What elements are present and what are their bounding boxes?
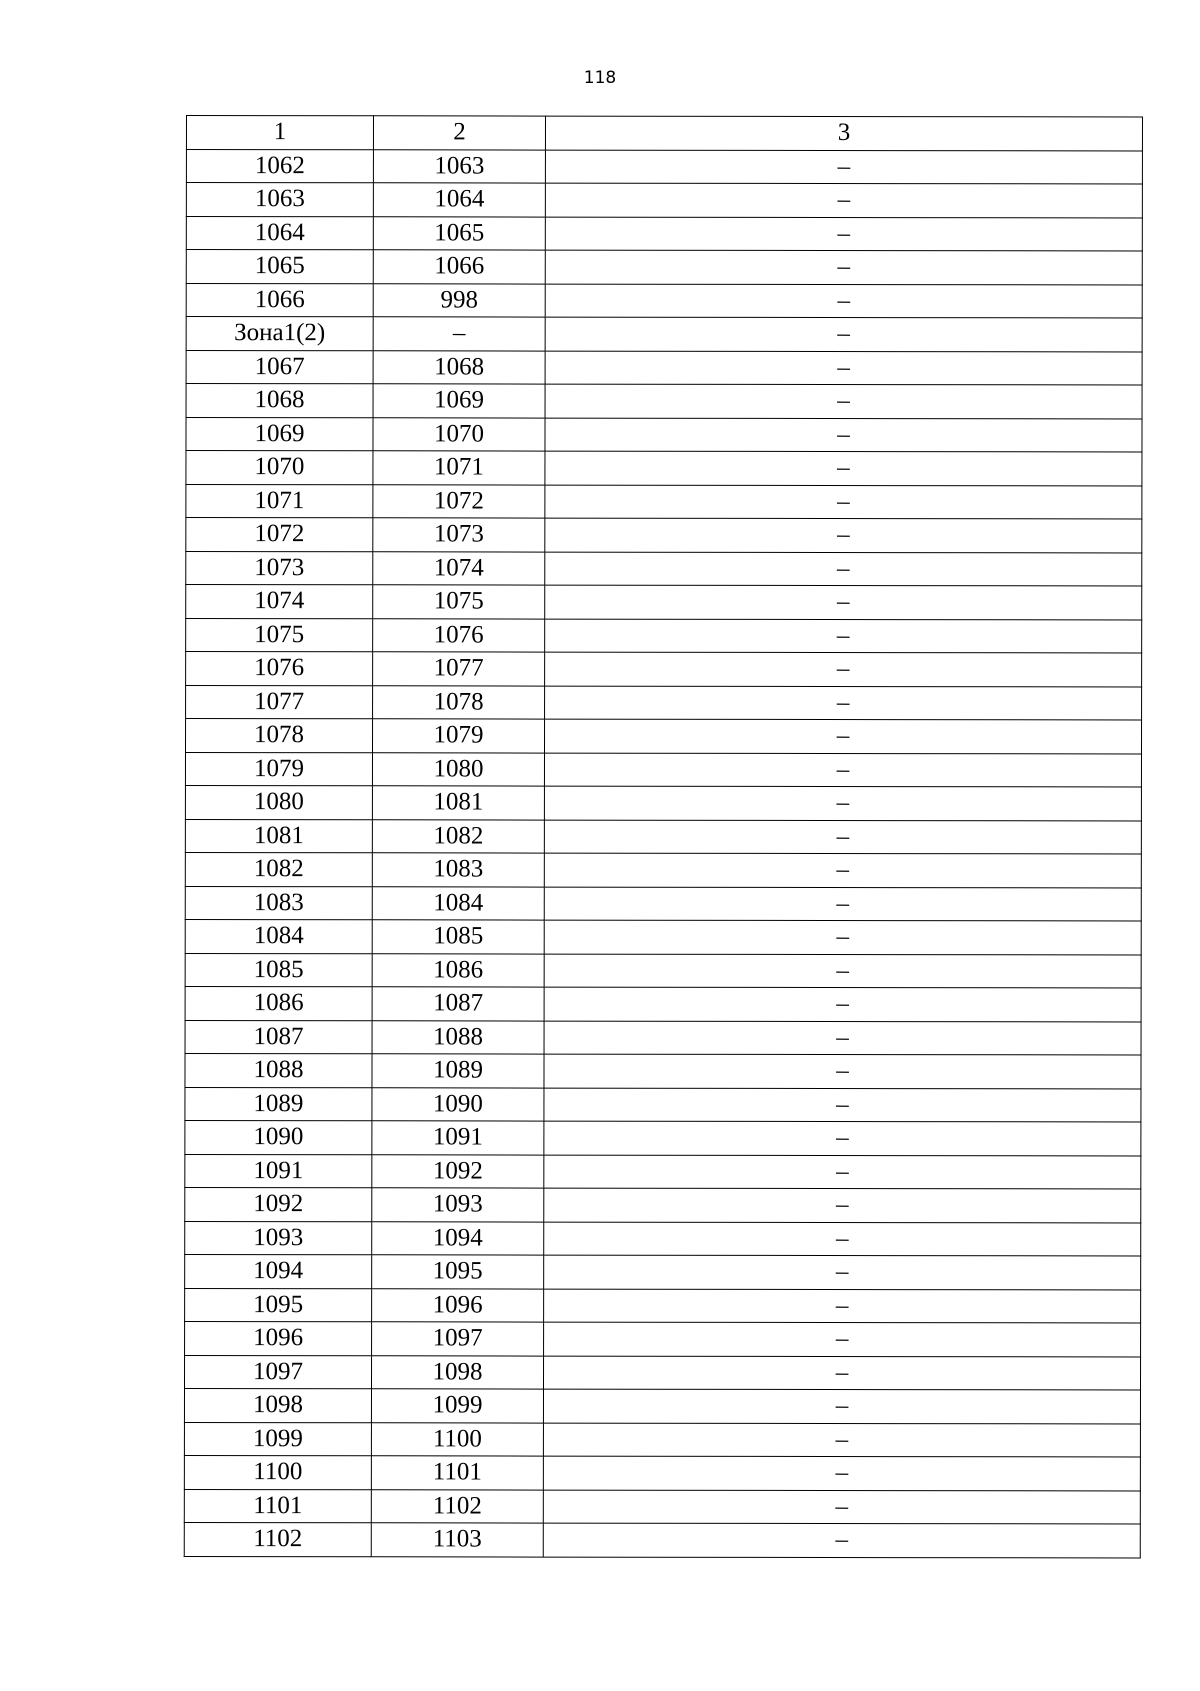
table-row <box>186 451 1142 486</box>
table-cell-col3: – <box>543 1423 1140 1457</box>
table-row <box>185 1254 1141 1289</box>
table-cell-col1: 1081 <box>185 819 372 853</box>
table-cell-col2: 1084 <box>372 886 544 920</box>
table-cell-col3: – <box>545 317 1142 351</box>
table-cell-col2: 1081 <box>372 786 544 820</box>
table-cell-col1: 1079 <box>185 752 372 786</box>
table-row <box>186 685 1142 720</box>
table-cell-col2: 1080 <box>372 752 544 786</box>
header-row <box>186 116 1142 151</box>
table-cell-col2: 1072 <box>373 484 545 518</box>
table-cell-col3: – <box>544 786 1141 820</box>
table-cell-col3: – <box>544 753 1141 787</box>
table-cell-col1: 1062 <box>186 149 373 183</box>
table-row <box>186 283 1142 318</box>
table-cell-col1: 1077 <box>186 685 373 719</box>
table-cell-col2: 1088 <box>372 1020 544 1054</box>
table-cell-col1: 1075 <box>186 618 373 652</box>
table-cell-col3: – <box>543 1523 1140 1557</box>
table-row <box>186 250 1142 285</box>
table-cell-col2: 1070 <box>373 417 545 451</box>
table-cell-col3: – <box>545 652 1142 686</box>
table-cell-col2: 1065 <box>373 216 545 250</box>
table-cell-col2: 998 <box>373 283 545 317</box>
table-cell-col2: 1096 <box>372 1288 544 1322</box>
table-cell-col3: – <box>544 987 1141 1021</box>
table-cell-col3: – <box>544 820 1141 854</box>
table-cell-col1: 1071 <box>186 484 373 518</box>
table-cell-col2: 1071 <box>373 451 545 485</box>
table-cell-col1: 1087 <box>185 1020 372 1054</box>
table-cell-col3: – <box>544 1188 1141 1222</box>
table-cell-col2: 1095 <box>372 1255 544 1289</box>
table-row <box>185 1221 1141 1256</box>
table-cell-col2: 1089 <box>372 1054 544 1088</box>
table-cell-col1: 1095 <box>185 1288 372 1322</box>
table-row <box>186 384 1142 419</box>
table-row <box>185 1321 1141 1356</box>
table-cell-col3: – <box>545 250 1142 284</box>
table-row <box>185 852 1141 887</box>
table-row <box>186 216 1142 251</box>
table-cell-col1: 1097 <box>184 1355 371 1389</box>
table-cell-col2: 1090 <box>372 1087 544 1121</box>
table-row <box>186 417 1142 452</box>
column-header: 3 <box>545 116 1142 150</box>
table-row <box>185 953 1141 988</box>
table-cell-col2: 1078 <box>373 685 545 719</box>
table-header <box>186 116 1142 151</box>
table-cell-col2: 1102 <box>371 1489 543 1523</box>
table-cell-col1: 1074 <box>186 585 373 619</box>
table-cell-col2: 1064 <box>373 183 545 217</box>
table-cell-col3: – <box>544 1322 1141 1356</box>
table-cell-col2: 1101 <box>371 1456 543 1490</box>
column-header: 1 <box>186 116 373 150</box>
table-cell-col1: 1096 <box>185 1321 372 1355</box>
table-cell-col2: 1086 <box>372 953 544 987</box>
table-cell-col1: 1063 <box>186 183 373 217</box>
table-row <box>186 518 1142 553</box>
table-cell-col3: – <box>544 719 1141 753</box>
table-row <box>185 919 1141 954</box>
table-cell-col2: 1087 <box>372 987 544 1021</box>
table-cell-col1: 1070 <box>186 451 373 485</box>
table-cell-col3: – <box>545 619 1142 653</box>
table-row <box>186 484 1142 519</box>
table-cell-col3: – <box>543 1490 1140 1524</box>
table-cell-col1: 1065 <box>186 250 373 284</box>
table-cell-col2: 1079 <box>372 719 544 753</box>
table-row <box>184 1422 1140 1457</box>
table-row <box>185 719 1141 754</box>
table-cell-col3: – <box>543 1456 1140 1490</box>
table-row <box>185 986 1141 1021</box>
table-cell-col2: 1075 <box>373 585 545 619</box>
table-cell-col3: – <box>544 954 1141 988</box>
table-row <box>185 752 1141 787</box>
table-cell-col2: 1076 <box>373 618 545 652</box>
table-cell-col2: 1103 <box>371 1523 543 1557</box>
table-cell-col2: 1068 <box>373 350 545 384</box>
table-cell-col2: 1091 <box>372 1121 544 1155</box>
table-cell-col2: 1097 <box>372 1322 544 1356</box>
table-row <box>185 1053 1141 1088</box>
table-cell-col2: 1074 <box>373 551 545 585</box>
table-cell-col1: 1085 <box>185 953 372 987</box>
table-cell-col3: – <box>545 183 1142 217</box>
table-cell-col3: – <box>544 1222 1141 1256</box>
table-row <box>186 551 1142 586</box>
table-row <box>185 1087 1141 1122</box>
table-cell-col3: – <box>544 887 1141 921</box>
table-cell-col1: Зона1(2) <box>186 317 373 351</box>
table-cell-col3: – <box>545 585 1142 619</box>
table-cell-col1: 1066 <box>186 283 373 317</box>
table-row <box>184 1388 1140 1423</box>
table-row <box>185 1154 1141 1189</box>
table-cell-col2: 1085 <box>372 920 544 954</box>
table-cell-col1: 1078 <box>185 719 372 753</box>
table-cell-col3: – <box>545 552 1142 586</box>
table-cell-col3: – <box>544 1255 1141 1289</box>
table-cell-col2: – <box>373 317 545 351</box>
table-cell-col2: 1083 <box>372 853 544 887</box>
table-cell-col3: – <box>544 1054 1141 1088</box>
table-cell-col2: 1094 <box>372 1221 544 1255</box>
table-cell-col3: – <box>544 853 1141 887</box>
column-header: 2 <box>373 116 545 150</box>
table-cell-col3: – <box>545 150 1142 184</box>
table-row <box>185 886 1141 921</box>
table-cell-col3: – <box>544 920 1141 954</box>
table-cell-col1: 1093 <box>185 1221 372 1255</box>
table-row <box>186 618 1142 653</box>
table-cell-col1: 1080 <box>185 785 372 819</box>
table-cell-col1: 1088 <box>185 1053 372 1087</box>
table-cell-col3: – <box>545 351 1142 385</box>
table-cell-col3: – <box>545 384 1142 418</box>
data-table <box>184 115 1143 1558</box>
table-row <box>186 652 1142 687</box>
table-cell-col2: 1093 <box>372 1188 544 1222</box>
table-row <box>186 317 1142 352</box>
table-cell-col3: – <box>545 485 1142 519</box>
table-cell-col1: 1083 <box>185 886 372 920</box>
page-number: 118 <box>583 68 617 88</box>
table-cell-col2: 1063 <box>373 149 545 183</box>
table-cell-col3: – <box>545 217 1142 251</box>
table-row <box>186 585 1142 620</box>
table-cell-col1: 1068 <box>186 384 373 418</box>
table-cell-col1: 1102 <box>184 1522 371 1556</box>
table-row <box>184 1455 1140 1490</box>
table-cell-col3: – <box>545 451 1142 485</box>
table-cell-col3: – <box>544 1121 1141 1155</box>
table-row <box>186 183 1142 218</box>
table-cell-col1: 1072 <box>186 518 373 552</box>
table-cell-col1: 1094 <box>185 1254 372 1288</box>
table-row <box>185 1120 1141 1155</box>
table-row <box>184 1489 1140 1524</box>
table-cell-col1: 1086 <box>185 986 372 1020</box>
table-cell-col1: 1089 <box>185 1087 372 1121</box>
table-cell-col2: 1092 <box>372 1154 544 1188</box>
table-cell-col3: – <box>544 1155 1141 1189</box>
table-row <box>185 819 1141 854</box>
table-cell-col2: 1069 <box>373 384 545 418</box>
table-cell-col2: 1098 <box>371 1355 543 1389</box>
table-cell-col3: – <box>545 518 1142 552</box>
table-cell-col1: 1082 <box>185 852 372 886</box>
table-cell-col1: 1069 <box>186 417 373 451</box>
table-row <box>185 785 1141 820</box>
table-cell-col3: – <box>543 1389 1140 1423</box>
table-row <box>186 149 1142 184</box>
table-cell-col1: 1090 <box>185 1120 372 1154</box>
table-cell-col2: 1073 <box>373 518 545 552</box>
table-cell-col3: – <box>543 1356 1140 1390</box>
table-cell-col2: 1066 <box>373 250 545 284</box>
table-cell-col1: 1098 <box>184 1388 371 1422</box>
table-cell-col1: 1099 <box>184 1422 371 1456</box>
table-body <box>184 149 1142 1558</box>
table-cell-col3: – <box>544 1289 1141 1323</box>
table-cell-col1: 1076 <box>186 652 373 686</box>
table-cell-col3: – <box>545 284 1142 318</box>
table-row <box>184 1355 1140 1390</box>
table-cell-col3: – <box>544 1021 1141 1055</box>
table-cell-col1: 1084 <box>185 919 372 953</box>
table-cell-col3: – <box>544 1088 1141 1122</box>
table-row <box>186 350 1142 385</box>
table-cell-col2: 1100 <box>371 1422 543 1456</box>
table-cell-col1: 1073 <box>186 551 373 585</box>
table-row <box>184 1522 1140 1557</box>
table-cell-col1: 1064 <box>186 216 373 250</box>
table-cell-col3: – <box>545 418 1142 452</box>
table-cell-col2: 1082 <box>372 819 544 853</box>
table-row <box>185 1288 1141 1323</box>
table-cell-col2: 1099 <box>371 1389 543 1423</box>
table-cell-col1: 1091 <box>185 1154 372 1188</box>
table-cell-col3: – <box>545 686 1142 720</box>
table-row <box>185 1020 1141 1055</box>
table-cell-col1: 1092 <box>185 1187 372 1221</box>
table-cell-col2: 1077 <box>373 652 545 686</box>
table-row <box>185 1187 1141 1222</box>
table-cell-col1: 1100 <box>184 1455 371 1489</box>
table-cell-col1: 1067 <box>186 350 373 384</box>
table-cell-col1: 1101 <box>184 1489 371 1523</box>
